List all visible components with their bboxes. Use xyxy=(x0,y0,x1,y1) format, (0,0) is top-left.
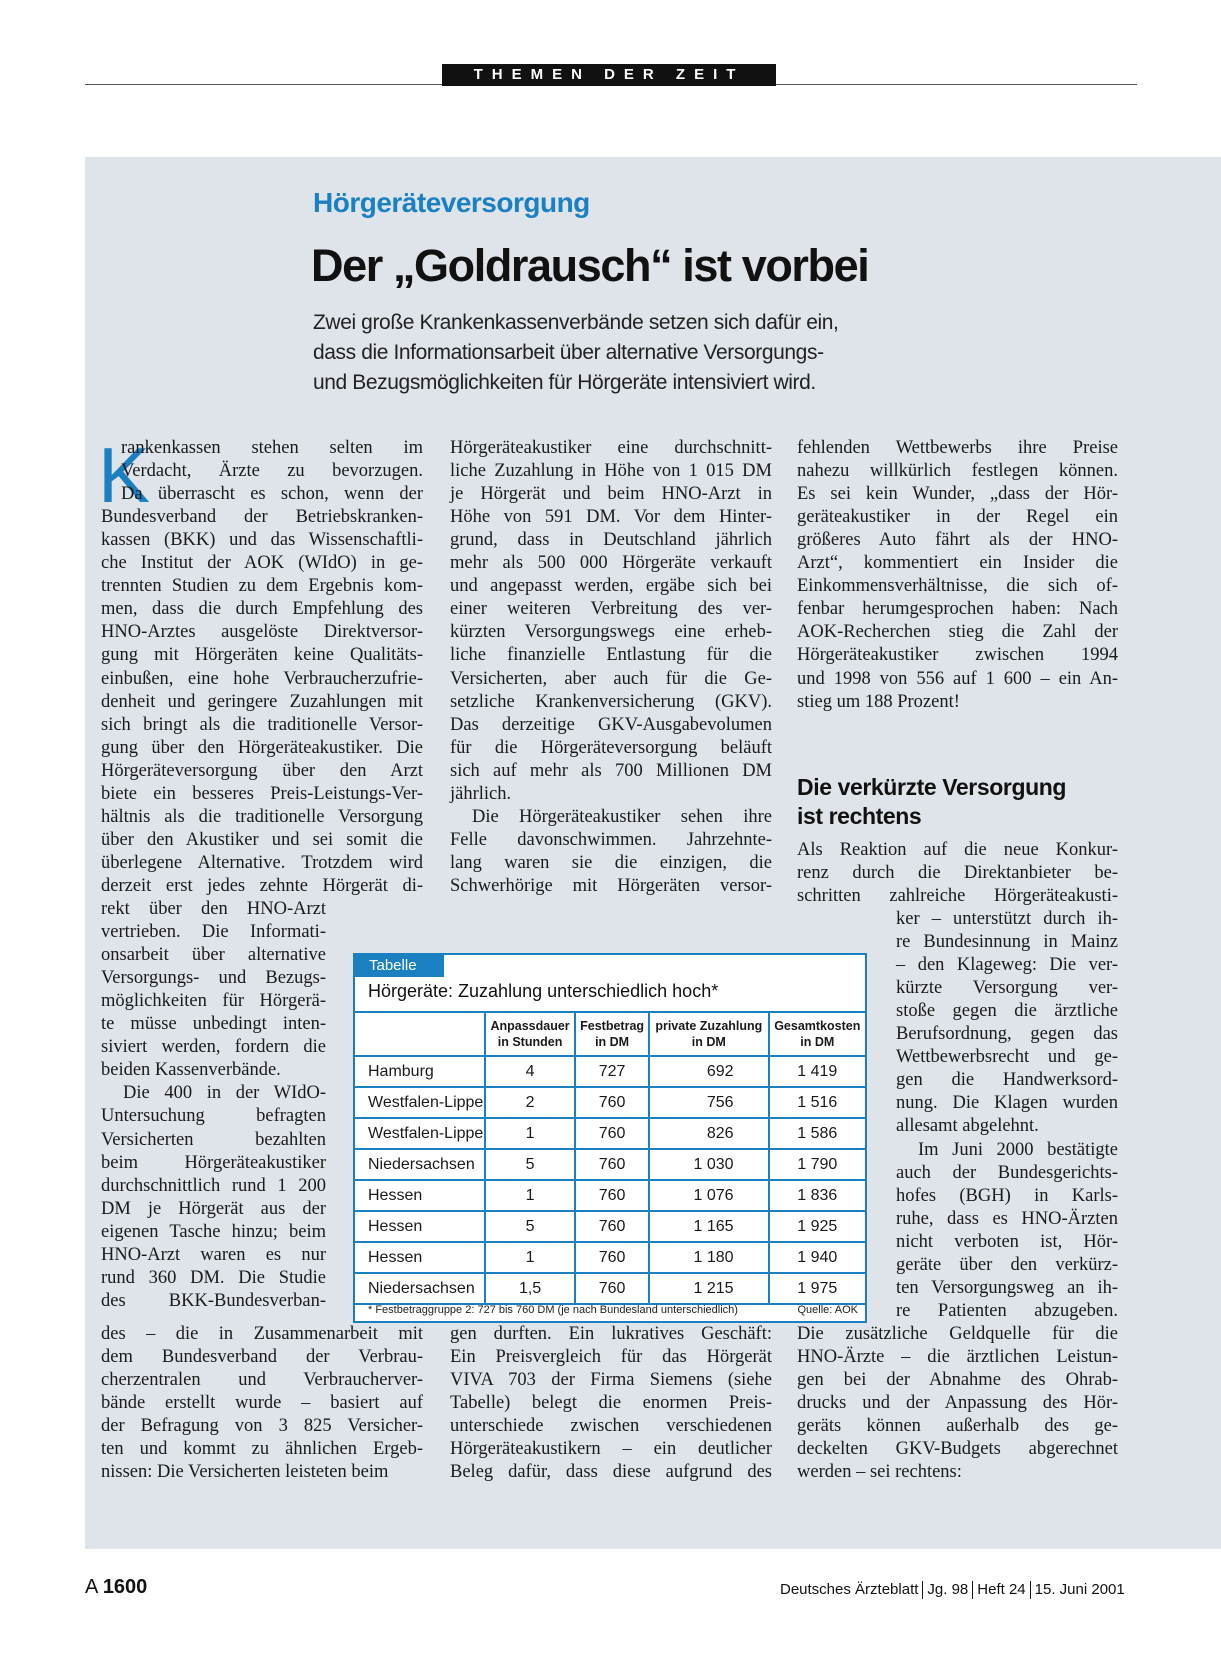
body-line: kürzten Versorgungswegs eine erheb- xyxy=(450,622,772,643)
body-line: der Befragung von 3 825 Versicher- xyxy=(101,1416,423,1437)
body-line: stieg um 188 Prozent! xyxy=(797,691,960,712)
table-cell: 1 419 xyxy=(769,1056,865,1087)
article-kicker: Hörgeräteversorgung xyxy=(313,187,590,218)
table-cell: 760 xyxy=(575,1211,649,1242)
body-line: Das derzeitige GKV-Ausgabevolumen xyxy=(450,714,772,735)
body-line: ker – unterstützt durch ih- xyxy=(896,909,1118,929)
body-line: siviert werden, fordern die xyxy=(101,1037,326,1058)
body-line: ten und kommt zu ähnlichen Ergeb- xyxy=(101,1439,423,1460)
body-line: DM je Hörgerät aus der xyxy=(101,1198,326,1219)
table-cell: 727 xyxy=(575,1056,649,1087)
body-line: denheit und geringere Zuzahlungen mit xyxy=(101,691,423,712)
body-line: Im Juni 2000 bestätigte xyxy=(918,1139,1118,1160)
body-line: re Patienten abzugeben. xyxy=(896,1300,1118,1321)
body-line: drucks und der Anpassung des Hör- xyxy=(797,1393,1118,1414)
body-line: setzliche Krankenversicherung (GKV). xyxy=(450,691,772,712)
body-line: des – die in Zusammenarbeit mit xyxy=(101,1324,423,1344)
body-line: Versicherten bezahlten xyxy=(101,1129,326,1150)
table-cell: 756 xyxy=(649,1087,768,1118)
body-line: Verdacht, Ärzte zu bevorzugen. xyxy=(121,461,423,482)
table-row xyxy=(355,1273,865,1304)
table-cell: 760 xyxy=(575,1149,649,1180)
body-line: einer weiteren Verbreitung des ver- xyxy=(450,599,772,620)
table-header-text: private Zuzahlung xyxy=(655,1019,763,1033)
table-cell: 1 xyxy=(485,1180,575,1211)
body-line: VIVA 703 der Firma Siemens (siehe xyxy=(450,1370,772,1391)
body-line: durchschnittlich rund 1 200 xyxy=(101,1175,326,1196)
body-line: eigenen Tasche hinzu; beim xyxy=(101,1221,326,1242)
body-line: dem Bundesverband der Verbrau- xyxy=(101,1347,423,1368)
body-line: grund, dass in Deutschland jährlich xyxy=(450,530,772,551)
body-line: cherzentralen und Verbraucherver- xyxy=(101,1370,423,1391)
price-table xyxy=(355,1011,865,1305)
body-line: werden – sei rechtens: xyxy=(797,1462,962,1483)
body-line: geräts können außerhalb des ge- xyxy=(797,1416,1118,1437)
table-cell: 2 xyxy=(485,1087,575,1118)
body-line: Berufsordnung, gegen das xyxy=(896,1024,1118,1045)
body-line: über den Akustiker und sei somit die xyxy=(101,829,423,850)
body-line: geräte über den verkürz- xyxy=(896,1254,1118,1275)
body-line: nissen: Die Versicherten leisteten beim xyxy=(101,1462,389,1483)
table-header-cell xyxy=(649,1012,768,1056)
body-line: Schwerhörige mit Hörgeräten versor- xyxy=(450,875,772,896)
body-line: Hörgeräteakustiker eine durchschnitt- xyxy=(450,438,772,458)
table-tab-label: Tabelle xyxy=(355,955,444,977)
table-cell-region: Hessen xyxy=(355,1211,485,1242)
table-cell: 1 975 xyxy=(769,1273,865,1304)
body-line: Wettbewerbsrecht und ge- xyxy=(896,1047,1118,1068)
body-line: Höhe von 591 DM. Vor dem Hinter- xyxy=(450,507,772,528)
body-line: deckelten GKV-Budgets abgerechnet xyxy=(797,1439,1118,1460)
body-line: rankenkassen stehen selten im xyxy=(121,438,423,458)
table-header-text: Gesamtkosten xyxy=(774,1019,861,1033)
body-line: und 1998 von 556 auf 1 600 – ein An- xyxy=(797,668,1118,689)
body-line: Die 400 in der WIdO- xyxy=(123,1083,326,1104)
body-line: fehlenden Wettbewerbs ihre Preise xyxy=(797,438,1118,458)
table-cell: 760 xyxy=(575,1180,649,1211)
body-line: gen durften. Ein lukratives Geschäft: xyxy=(450,1324,772,1344)
table-cell-region: Niedersachsen xyxy=(355,1273,485,1304)
table-cell-region: Hessen xyxy=(355,1180,485,1211)
body-line: hofes (BGH) in Karls- xyxy=(896,1185,1118,1206)
body-line: gung über den Hörgeräteakustiker. Die xyxy=(101,737,423,758)
body-line: Beleg dafür, dass diese aufgrund des xyxy=(450,1462,772,1483)
table-header-cell xyxy=(769,1012,865,1056)
table-title: Hörgeräte: Zuzahlung unterschiedlich hoch* xyxy=(368,981,719,1001)
body-line: Die zusätzliche Geldquelle für die xyxy=(797,1324,1118,1344)
body-line: biete ein besseres Preis-Leistungs-Ver- xyxy=(101,783,423,804)
body-line: stoße gegen die ärztliche xyxy=(896,1001,1118,1022)
body-line: allesamt abgelehnt. xyxy=(896,1116,1039,1137)
table-row xyxy=(355,1149,865,1180)
journal-volume: Jg. 98 xyxy=(927,1581,969,1598)
body-line: liche Zuzahlung in Höhe von 1 015 DM xyxy=(450,461,772,482)
body-line: rekt über den HNO-Arzt xyxy=(101,899,326,919)
body-line: HNO-Ärzte – die ärztlichen Leistun- xyxy=(797,1347,1118,1368)
body-line: Hörgeräteakustiker zwischen 1994 xyxy=(797,645,1118,666)
table-footnote: * Festbetraggruppe 2: 727 bis 760 DM (je nach Bundesland unterschiedlich) xyxy=(368,1304,738,1316)
table-header-text: Festbetrag xyxy=(580,1019,645,1033)
body-line: AOK-Recherchen stieg die Zahl der xyxy=(797,622,1118,643)
table-cell-region: Westfalen-Lippe xyxy=(355,1087,485,1118)
body-line: gen bei der Abnahme des Ohrab- xyxy=(797,1370,1118,1391)
body-line: HNO-Arztes ausgelöste Direktversor- xyxy=(101,622,423,643)
table-cell: 1 586 xyxy=(769,1118,865,1149)
journal-name: Deutsches Ärzteblatt xyxy=(780,1581,919,1598)
body-line: derzeit erst jedes zehnte Hörgerät di- xyxy=(101,875,423,896)
body-line: rund 360 DM. Die Studie xyxy=(101,1267,326,1288)
deck-line: Zwei große Krankenkassenverbände setzen sich dafür ein, xyxy=(313,311,839,334)
body-line: unterschiede zwischen verschiedenen xyxy=(450,1416,772,1437)
body-line: Versorgungs- und Bezugs- xyxy=(101,968,326,989)
body-line: Die Hörgeräteakustiker sehen ihre xyxy=(472,806,772,827)
page-number-value: 1600 xyxy=(102,1576,148,1598)
table-cell-region: Westfalen-Lippe xyxy=(355,1118,485,1149)
table-header-cell xyxy=(355,1012,485,1056)
body-line: te müsse unbedingt inten- xyxy=(101,1014,326,1035)
table-header-text: in DM xyxy=(691,1035,726,1049)
table-cell: 4 xyxy=(485,1056,575,1087)
table-row xyxy=(355,1118,865,1149)
table-cell: 1 836 xyxy=(769,1180,865,1211)
body-line: ruhe, dass es HNO-Ärzten xyxy=(896,1208,1118,1229)
table-cell: 760 xyxy=(575,1087,649,1118)
body-line: gen die Handwerksord- xyxy=(896,1070,1118,1091)
drop-cap: K xyxy=(98,431,151,519)
body-line: gung mit Hörgeräten keine Qualitäts- xyxy=(101,645,423,666)
body-line: Einkommensverhältnisse, die sich of- xyxy=(797,576,1118,597)
table-cell-region: Hessen xyxy=(355,1242,485,1273)
body-line: auch der Bundesgerichts- xyxy=(896,1162,1118,1183)
body-line: vertrieben. Die Informati- xyxy=(101,922,326,943)
table-header-cell xyxy=(575,1012,649,1056)
body-line: Hörgeräteversorgung über den Arzt xyxy=(101,760,423,781)
body-line: je Hörgerät und beim HNO-Arzt in xyxy=(450,484,772,505)
body-line: Als Reaktion auf die neue Konkur- xyxy=(797,840,1118,860)
body-line: geräteakustiker in der Regel ein xyxy=(797,507,1118,528)
body-line: mehr als 500 000 Hörgeräte verkauft xyxy=(450,553,772,574)
page-prefix: A xyxy=(85,1576,98,1598)
table-cell: 1 180 xyxy=(649,1242,768,1273)
table-header-text: in DM xyxy=(800,1035,835,1049)
table-cell: 1 215 xyxy=(649,1273,768,1304)
body-line: Es sei kein Wunder, „dass der Hör- xyxy=(797,484,1118,505)
body-line: möglichkeiten für Hörgerä- xyxy=(101,991,326,1012)
body-line: men, dass die durch Empfehlung des xyxy=(101,599,423,620)
body-line: kürzte Versorgung ver- xyxy=(896,978,1118,999)
section-label: THEMEN DER ZEIT xyxy=(442,64,776,86)
body-line: sich auf mehr als 700 Millionen DM xyxy=(450,760,772,781)
body-line: fenbar herumgesprochen haben: Nach xyxy=(797,599,1118,620)
table-cell: 1,5 xyxy=(485,1273,575,1304)
body-line: onsarbeit über alternative xyxy=(101,945,326,966)
table-cell: 1 030 xyxy=(649,1149,768,1180)
body-line: kassen (BKK) und das Wissenschaftli- xyxy=(101,530,423,551)
body-line: für die Hörgeräteversorgung beläuft xyxy=(450,737,772,758)
table-cell-region: Hamburg xyxy=(355,1056,485,1087)
body-line: Felle davonschwimmen. Jahrzehnte- xyxy=(450,829,772,850)
table-cell: 1 xyxy=(485,1118,575,1149)
journal-info xyxy=(780,1581,1125,1599)
table-header-text: in Stunden xyxy=(497,1035,563,1049)
journal-issue: Heft 24 xyxy=(977,1581,1026,1598)
body-line: HNO-Arzt waren es nur xyxy=(101,1244,326,1265)
article-headline: Der „Goldrausch“ ist vorbei xyxy=(311,240,869,291)
table-cell: 5 xyxy=(485,1211,575,1242)
body-line: größeres Auto fährt als der HNO- xyxy=(797,530,1118,551)
body-line: ten Versorgungsweg an ih- xyxy=(896,1277,1118,1298)
subheading-line: Die verkürzte Versorgung xyxy=(797,774,1067,800)
table-row xyxy=(355,1211,865,1242)
article-deck xyxy=(313,308,913,398)
body-line: Versicherten, aber auch für die Ge- xyxy=(450,668,772,689)
table-header-text: in DM xyxy=(595,1035,630,1049)
body-line: und angepasst werden, ergäbe sich bei xyxy=(450,576,772,597)
body-line: überlegene Alternative. Trotzdem wird xyxy=(101,852,423,873)
table-cell: 1 076 xyxy=(649,1180,768,1211)
table-cell: 1 165 xyxy=(649,1211,768,1242)
table-cell: 1 940 xyxy=(769,1242,865,1273)
page-number xyxy=(85,1576,147,1599)
table-row xyxy=(355,1180,865,1211)
deck-line: und Bezugsmöglichkeiten für Hörgeräte intensiviert wird. xyxy=(313,371,816,394)
body-line: Tabelle) belegt die enormen Preis- xyxy=(450,1393,772,1414)
body-line: jährlich. xyxy=(450,783,512,804)
table-row xyxy=(355,1087,865,1118)
table-cell: 1 516 xyxy=(769,1087,865,1118)
table-header-text: Anpassdauer xyxy=(490,1019,570,1033)
body-line: einbußen, eine hohe Verbraucherzufrie- xyxy=(101,668,423,689)
table-cell: 1 925 xyxy=(769,1211,865,1242)
body-line: – den Klageweg: Die ver- xyxy=(896,955,1118,976)
body-line: nung. Die Klagen wurden xyxy=(896,1093,1118,1114)
deck-line: dass die Informationsarbeit über alternative Versorgungs- xyxy=(313,341,824,364)
subheading-line: ist rechtens xyxy=(797,803,922,829)
table-cell: 760 xyxy=(575,1242,649,1273)
body-line: Untersuchung befragten xyxy=(101,1106,326,1127)
body-line: nicht verboten ist, Hör- xyxy=(896,1231,1118,1252)
table-row xyxy=(355,1056,865,1087)
table-source: Quelle: AOK xyxy=(797,1304,858,1316)
body-line: des BKK-Bundesverban- xyxy=(101,1290,326,1311)
body-line: schritten zahlreiche Hörgeräteakusti- xyxy=(797,886,1118,907)
table-cell: 692 xyxy=(649,1056,768,1087)
body-line: Arzt“, kommentiert ein Insider die xyxy=(797,553,1118,574)
table-footer xyxy=(368,1304,858,1316)
table-cell: 1 xyxy=(485,1242,575,1273)
body-line: bände erstellt wurde – basiert auf xyxy=(101,1393,423,1414)
body-line: re Bundesinnung in Mainz xyxy=(896,932,1118,953)
body-line: hältnis als die traditionelle Versorgung xyxy=(101,806,423,827)
body-line: nahezu willkürlich festlegen können. xyxy=(797,461,1118,482)
table-cell: 760 xyxy=(575,1273,649,1304)
body-line: che Institut der AOK (WIdO) in ge- xyxy=(101,553,423,574)
body-line: renz durch die Direktanbieter be- xyxy=(797,863,1118,884)
table-cell: 826 xyxy=(649,1118,768,1149)
table-cell: 1 790 xyxy=(769,1149,865,1180)
body-line: liche finanzielle Entlastung für die xyxy=(450,645,772,666)
subheading xyxy=(797,773,1066,831)
body-line: Hörgeräteakustikern – ein deutlicher xyxy=(450,1439,772,1460)
table-row xyxy=(355,1242,865,1273)
table-cell-region: Niedersachsen xyxy=(355,1149,485,1180)
body-line: Da überrascht es schon, wenn der xyxy=(121,484,423,505)
body-line: beiden Kassenverbände. xyxy=(101,1060,281,1081)
body-line: Ein Preisvergleich für das Hörgerät xyxy=(450,1347,772,1368)
body-line: Bundesverband der Betriebskranken- xyxy=(101,507,423,528)
table-cell: 5 xyxy=(485,1149,575,1180)
table-header-cell xyxy=(485,1012,575,1056)
table-cell: 760 xyxy=(575,1118,649,1149)
body-line: trennten Studien zu dem Ergebnis kom- xyxy=(101,576,423,597)
body-line: beim Hörgeräteakustiker xyxy=(101,1152,326,1173)
body-line: lang waren sie die einzigen, die xyxy=(450,852,772,873)
body-line: sich bringt als die traditionelle Versor- xyxy=(101,714,423,735)
journal-date: 15. Juni 2001 xyxy=(1034,1581,1125,1598)
